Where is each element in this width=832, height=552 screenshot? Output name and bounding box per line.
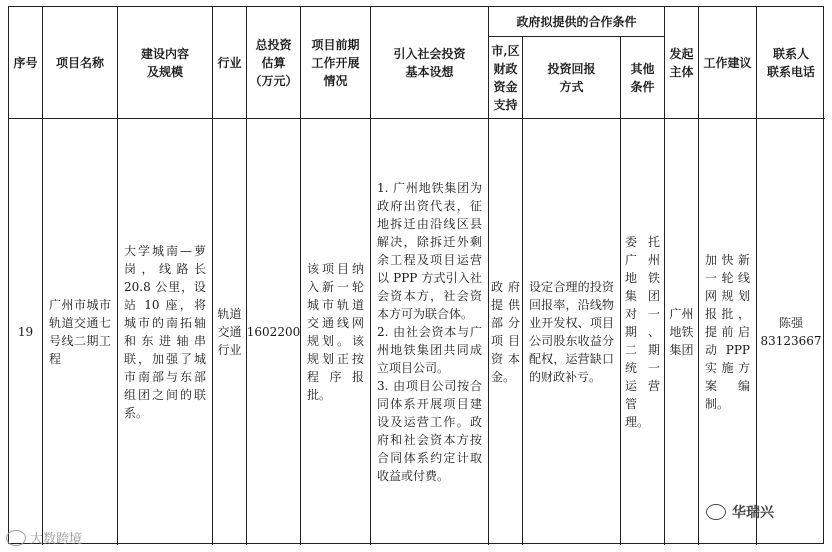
header-pre-work: 项目前期 工作开展 情况 <box>301 7 371 119</box>
header-name: 项目名称 <box>43 7 118 119</box>
row-investment: 1602200 <box>247 119 301 545</box>
header-return: 投资回报 方式 <box>523 37 621 119</box>
row-fiscal: 政府提供部分项目资本金。 <box>489 119 523 545</box>
row-return: 设定合理的投资回报率，沿线物业开发权、项目公司股东收益分配权，运营缺口的财政补亏。 <box>523 119 621 545</box>
row-initiator: 广州地铁集团 <box>665 119 699 545</box>
header-suggestion: 工作建议 <box>699 7 757 119</box>
watermark-right <box>706 502 774 522</box>
header-contact: 联系人 联系电话 <box>757 7 825 119</box>
header-cooperation-group: 政府拟提供的合作条件 <box>489 7 665 37</box>
header-other: 其他 条件 <box>621 37 665 119</box>
row-pre-work: 该项目纳入新一轮城市轨道交通线网规划。该规划正按程序报批。 <box>301 119 371 545</box>
header-content: 建设内容 及规模 <box>118 7 213 119</box>
watermark-right-text: 华瑞兴 <box>732 505 774 521</box>
row-project-name: 广州市城市轨道交通七号线二期工程 <box>43 119 118 545</box>
row-suggestion: 加快新一轮线网规划报批，提前启动PPP实施方案编制。 <box>699 119 757 545</box>
row-contact: 陈强 83123667 <box>760 316 822 348</box>
wechat-icon <box>706 504 726 520</box>
camera-icon <box>6 530 26 546</box>
header-fiscal: 市,区 财政 资金 支持 <box>489 37 523 119</box>
header-seq: 序号 <box>9 7 43 119</box>
row-content: 大学城南—萝岗，线路长 20.8 公里，设站 10 座，将城市的南拓轴和东进轴串联，加强了城市南部与东部组团之间的联系。 <box>118 119 213 545</box>
header-initiator: 发起 主体 <box>665 7 699 119</box>
header-social-capital: 引入社会投资 基本设想 <box>371 7 489 119</box>
header-investment: 总投资 估算 （万元） <box>247 7 301 119</box>
row-social-capital: 1. 广州地铁集团为政府出资代表，征地拆迁由沿线区县解决，除拆迁外剩余工程及项目运营以 PPP 方式引入社会资本方，社会资本方可为联合体。 2. 由社会资本与广州地铁集团共同成立项目公司。 3. 由项目公司按合同体系开展项目建设及运营工作。政府和社会资本方按合同体系约定计取收益或付费。 <box>371 119 489 545</box>
header-industry: 行业 <box>213 7 247 119</box>
row-other: 委托广州地铁集团对一期、二期统一运营管理。 <box>621 119 665 545</box>
watermark-left-text: 大数跨境 <box>30 532 83 547</box>
row-industry: 轨道交通行业 <box>213 119 247 545</box>
watermark-left <box>6 528 82 547</box>
ppp-project-table <box>8 6 824 544</box>
row-seq: 19 <box>9 119 43 545</box>
